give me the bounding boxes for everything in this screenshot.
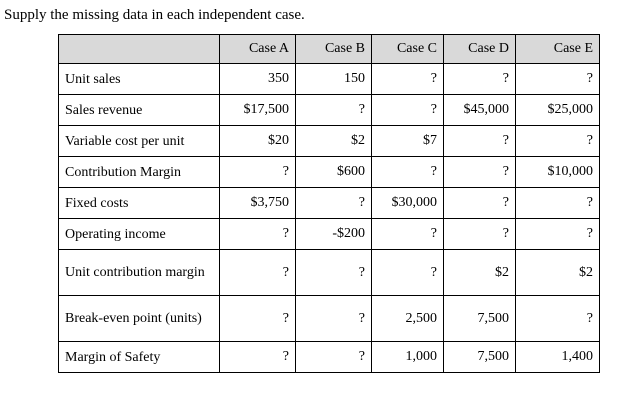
cell-case-a: 350 [220,64,296,95]
cell-case-a: $3,750 [220,188,296,219]
cell-case-c: 1,000 [372,342,444,373]
cell-case-d: 7,500 [444,296,516,342]
cell-case-c: ? [372,219,444,250]
cell-case-c: ? [372,157,444,188]
cases-table [58,34,600,373]
cell-case-b: ? [296,250,372,296]
cell-case-c: ? [372,250,444,296]
cell-case-e: $10,000 [516,157,600,188]
cell-case-a: ? [220,342,296,373]
cell-case-b: ? [296,188,372,219]
header-case-a: Case A [220,35,296,64]
cell-case-b: -$200 [296,219,372,250]
row-label: Unit contribution margin [59,250,220,296]
row-contribution-margin [59,157,600,188]
cell-case-d: 7,500 [444,342,516,373]
header-case-b: Case B [296,35,372,64]
cell-case-d: ? [444,64,516,95]
cell-case-e: ? [516,64,600,95]
table-header-row [59,35,600,64]
row-label: Fixed costs [59,188,220,219]
cell-case-e: $2 [516,250,600,296]
cell-case-b: $2 [296,126,372,157]
cell-case-e: ? [516,126,600,157]
header-case-c: Case C [372,35,444,64]
cell-case-b: ? [296,95,372,126]
row-margin-of-safety [59,342,600,373]
cell-case-b: ? [296,342,372,373]
cell-case-c: ? [372,64,444,95]
cell-case-e: ? [516,188,600,219]
header-case-d: Case D [444,35,516,64]
cell-case-a: ? [220,219,296,250]
cell-case-e: ? [516,296,600,342]
row-label: Unit sales [59,64,220,95]
cell-case-d: ? [444,188,516,219]
row-label: Margin of Safety [59,342,220,373]
row-break-even-point [59,296,600,342]
cell-case-c: $7 [372,126,444,157]
cell-case-e: ? [516,219,600,250]
row-label: Break-even point (units) [59,296,220,342]
row-unit-sales [59,64,600,95]
row-label: Sales revenue [59,95,220,126]
cell-case-e: $25,000 [516,95,600,126]
cell-case-b: $600 [296,157,372,188]
cell-case-d: ? [444,126,516,157]
cell-case-c: ? [372,95,444,126]
cell-case-b: 150 [296,64,372,95]
cell-case-d: $2 [444,250,516,296]
cell-case-a: ? [220,250,296,296]
cell-case-a: $17,500 [220,95,296,126]
cell-case-a: ? [220,157,296,188]
row-operating-income [59,219,600,250]
instruction-text: Supply the missing data in each independent case. [4,7,305,23]
header-case-e: Case E [516,35,600,64]
cell-case-a: $20 [220,126,296,157]
row-fixed-costs [59,188,600,219]
header-blank-cell [59,35,220,64]
row-label: Contribution Margin [59,157,220,188]
row-variable-cost-per-unit [59,126,600,157]
cell-case-d: ? [444,219,516,250]
cell-case-e: 1,400 [516,342,600,373]
cell-case-c: 2,500 [372,296,444,342]
cell-case-a: ? [220,296,296,342]
row-label: Operating income [59,219,220,250]
row-unit-contribution-margin [59,250,600,296]
row-label: Variable cost per unit [59,126,220,157]
cell-case-b: ? [296,296,372,342]
cell-case-d: ? [444,157,516,188]
row-sales-revenue [59,95,600,126]
cell-case-d: $45,000 [444,95,516,126]
cell-case-c: $30,000 [372,188,444,219]
